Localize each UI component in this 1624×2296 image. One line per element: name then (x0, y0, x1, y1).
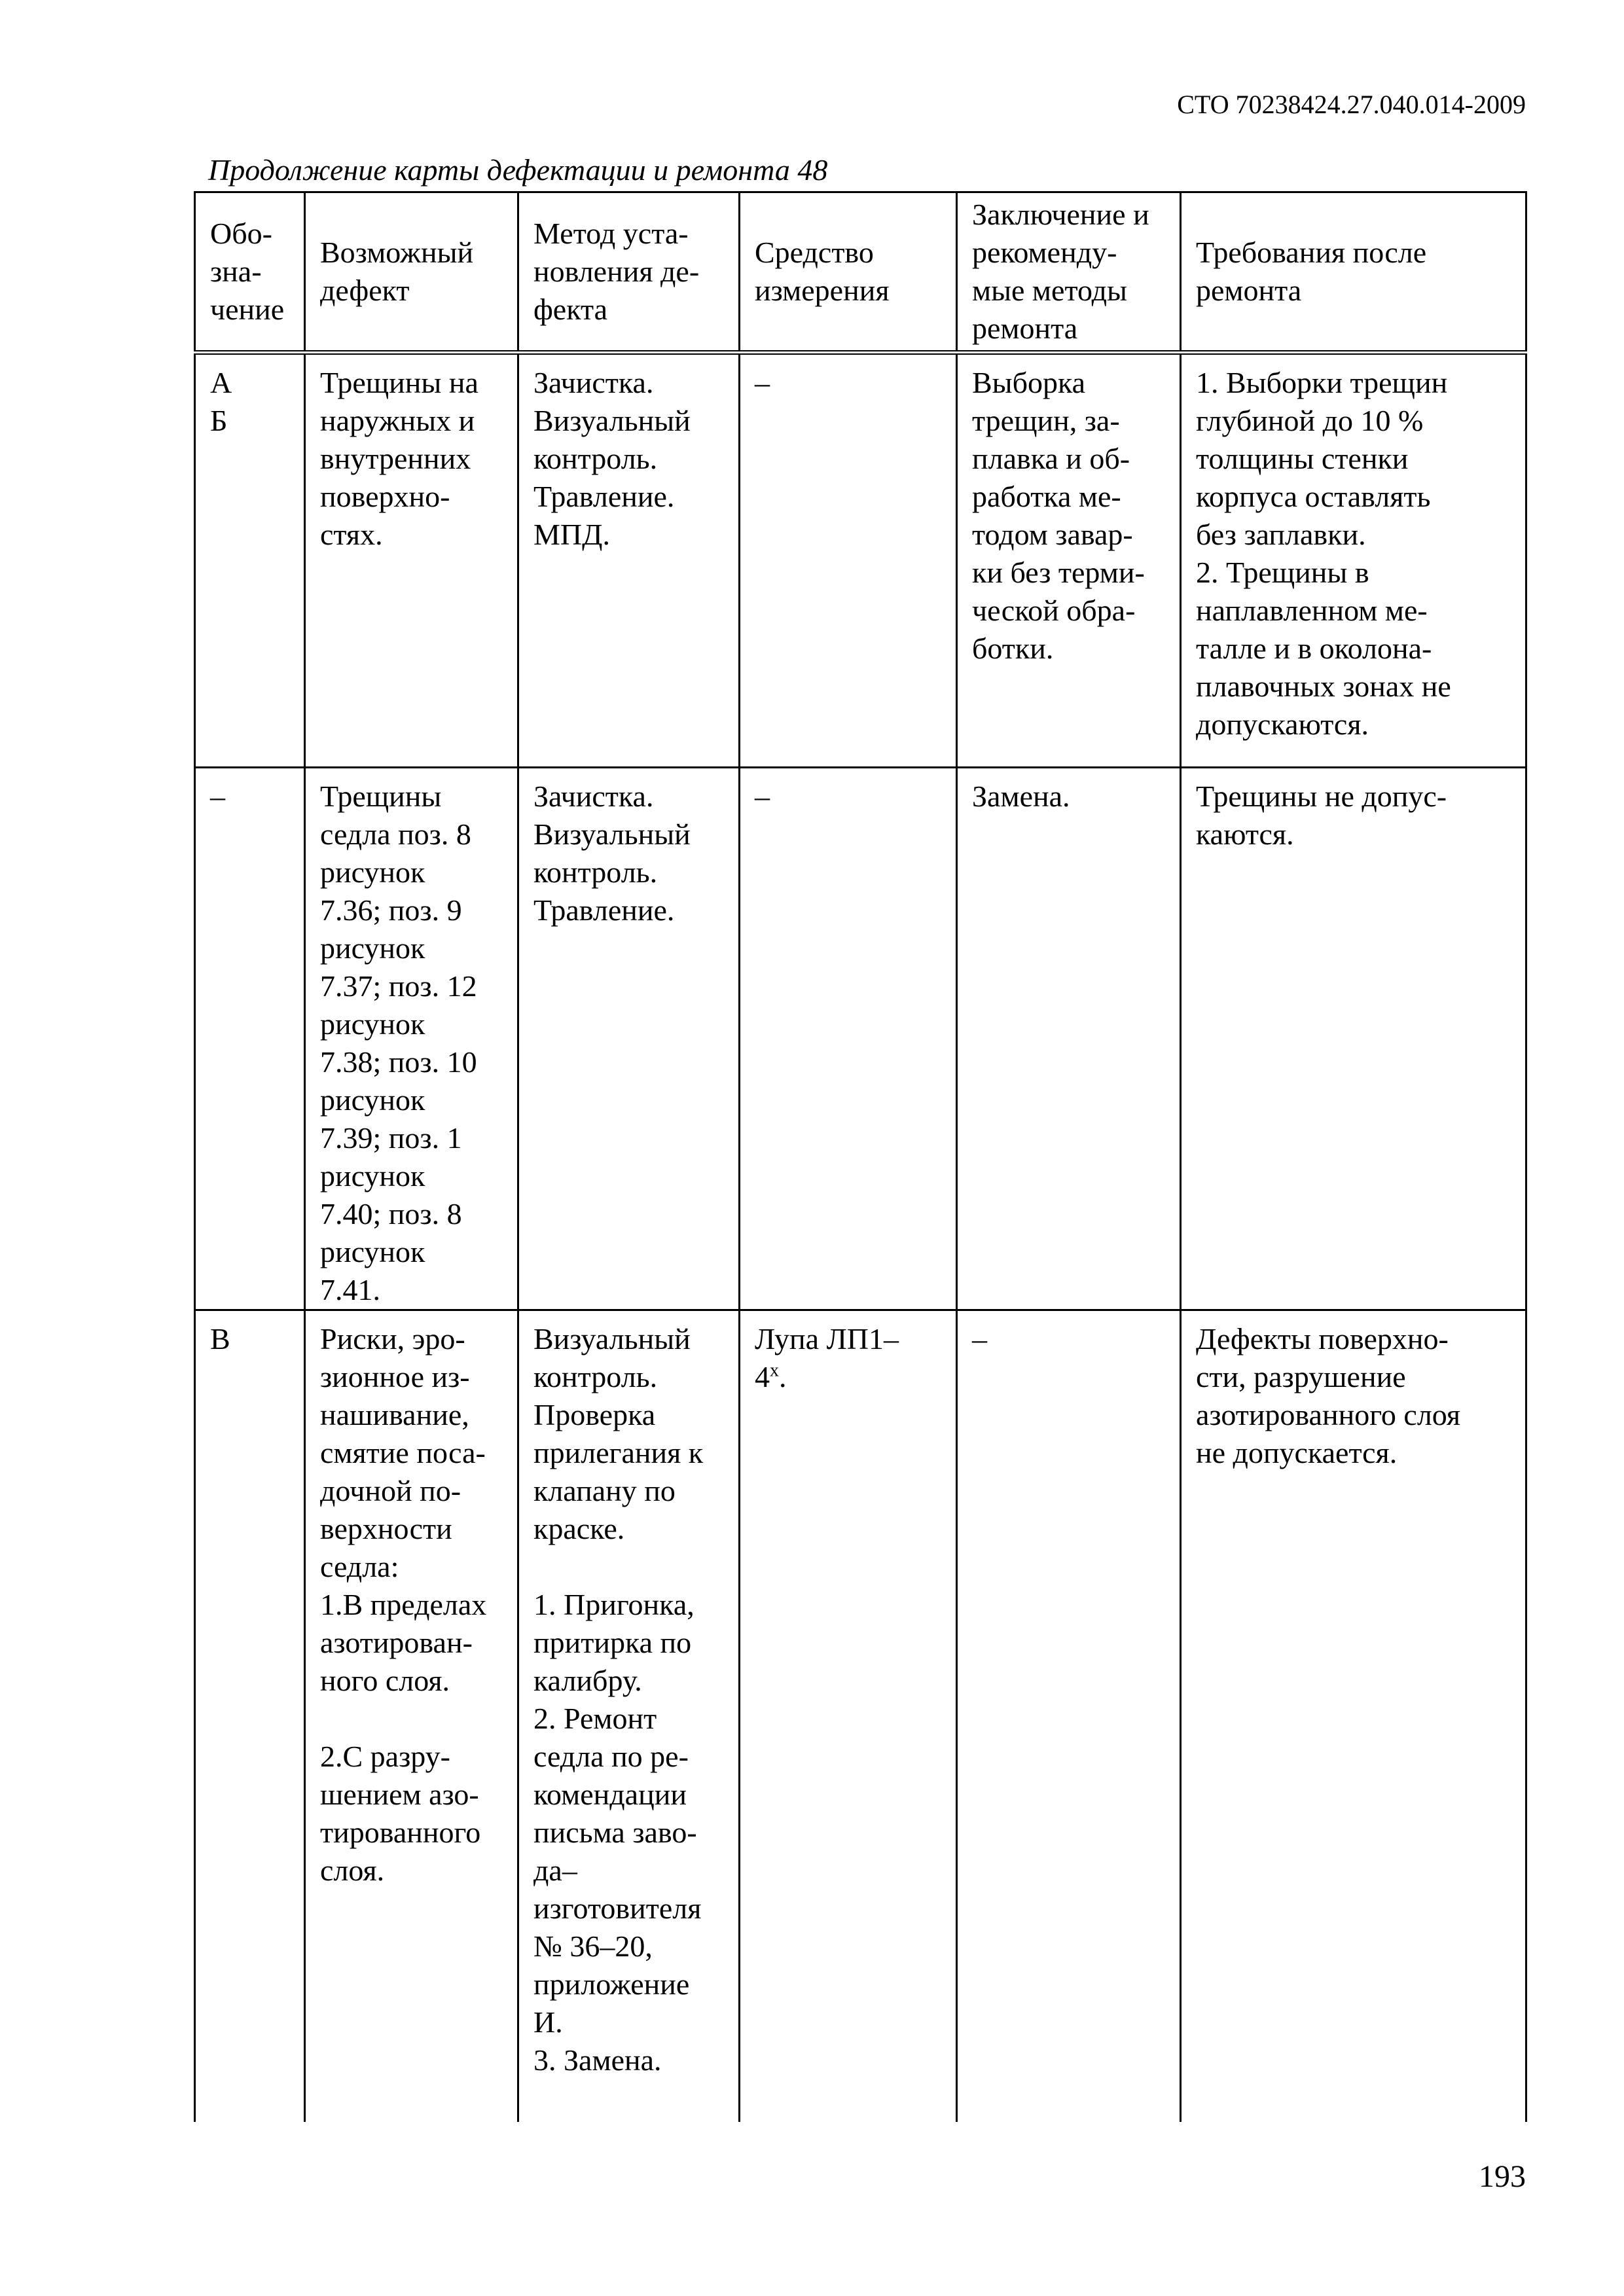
header-requirements: Требования после ремонта (1181, 192, 1526, 353)
cell-method: Визуальный контроль. Проверка прилегания к клапану по краске. 1. Пригонка, притирка по калибру. 2. Ремонт седла по ре- комендации письма заво- да– изготовителя № 36–20, приложение И. 3. Замена. (518, 1310, 740, 2122)
cell-tool (740, 1310, 957, 2122)
header-designation: Обо- зна- чение (195, 192, 305, 353)
tool-text-end: . (779, 1360, 787, 1393)
table-row (195, 768, 1526, 1310)
header-tool: Средство измерения (740, 192, 957, 353)
cell-requirements: Дефекты поверхно- сти, разрушение азотированного слоя не допускается. (1181, 1310, 1526, 2122)
cell-tool: – (740, 353, 957, 768)
cell-designation: В (195, 1310, 305, 2122)
cell-method: Зачистка. Визуальный контроль. Травление. (518, 768, 740, 1310)
table-header-row (195, 192, 1526, 353)
header-defect: Возможный дефект (305, 192, 518, 353)
cell-defect: Трещины на наружных и внутренних поверхно- стях. (305, 353, 518, 768)
table-caption: Продолжение карты дефектации и ремонта 48 (208, 153, 828, 187)
cell-tool: – (740, 768, 957, 1310)
cell-designation: – (195, 768, 305, 1310)
cell-conclusion: – (957, 1310, 1181, 2122)
cell-defect: Трещины седла поз. 8 рисунок 7.36; поз. 9 рисунок 7.37; поз. 12 рисунок 7.38; поз. 10 рисунок 7.39; поз. 1 рисунок 7.40; поз. 8 рисунок 7.41. (305, 768, 518, 1310)
cell-conclusion: Выборка трещин, за- плавка и об- работка ме- тодом завар- ки без терми- ческой обра- ботки. (957, 353, 1181, 768)
page-number: 193 (1479, 2159, 1526, 2194)
defect-table (194, 191, 1525, 2109)
cell-defect: Риски, эро- зионное из- нашивание, смятие поса- дочной по- верхности седла: 1.В пределах азотирован- ного слоя. 2.С разру- шением азо- тированного слоя. (305, 1310, 518, 2122)
document-code: СТО 70238424.27.040.014-2009 (1177, 90, 1526, 119)
tool-text: Лупа ЛП1– 4 (755, 1322, 899, 1393)
tool-superscript: x (770, 1360, 779, 1381)
header-method: Метод уста- новления де- фекта (518, 192, 740, 353)
cell-method: Зачистка. Визуальный контроль. Травление. МПД. (518, 353, 740, 768)
header-conclusion: Заключение и рекоменду- мые методы ремонта (957, 192, 1181, 353)
cell-designation: А Б (195, 353, 305, 768)
cell-conclusion: Замена. (957, 768, 1181, 1310)
table-row (195, 353, 1526, 768)
table-row (195, 1310, 1526, 2122)
cell-requirements: Трещины не допус- каются. (1181, 768, 1526, 1310)
cell-requirements: 1. Выборки трещин глубиной до 10 % толщины стенки корпуса оставлять без заплавки. 2. Трещины в наплавленном ме- талле и в околона- плавочных зонах не допускаются. (1181, 353, 1526, 768)
